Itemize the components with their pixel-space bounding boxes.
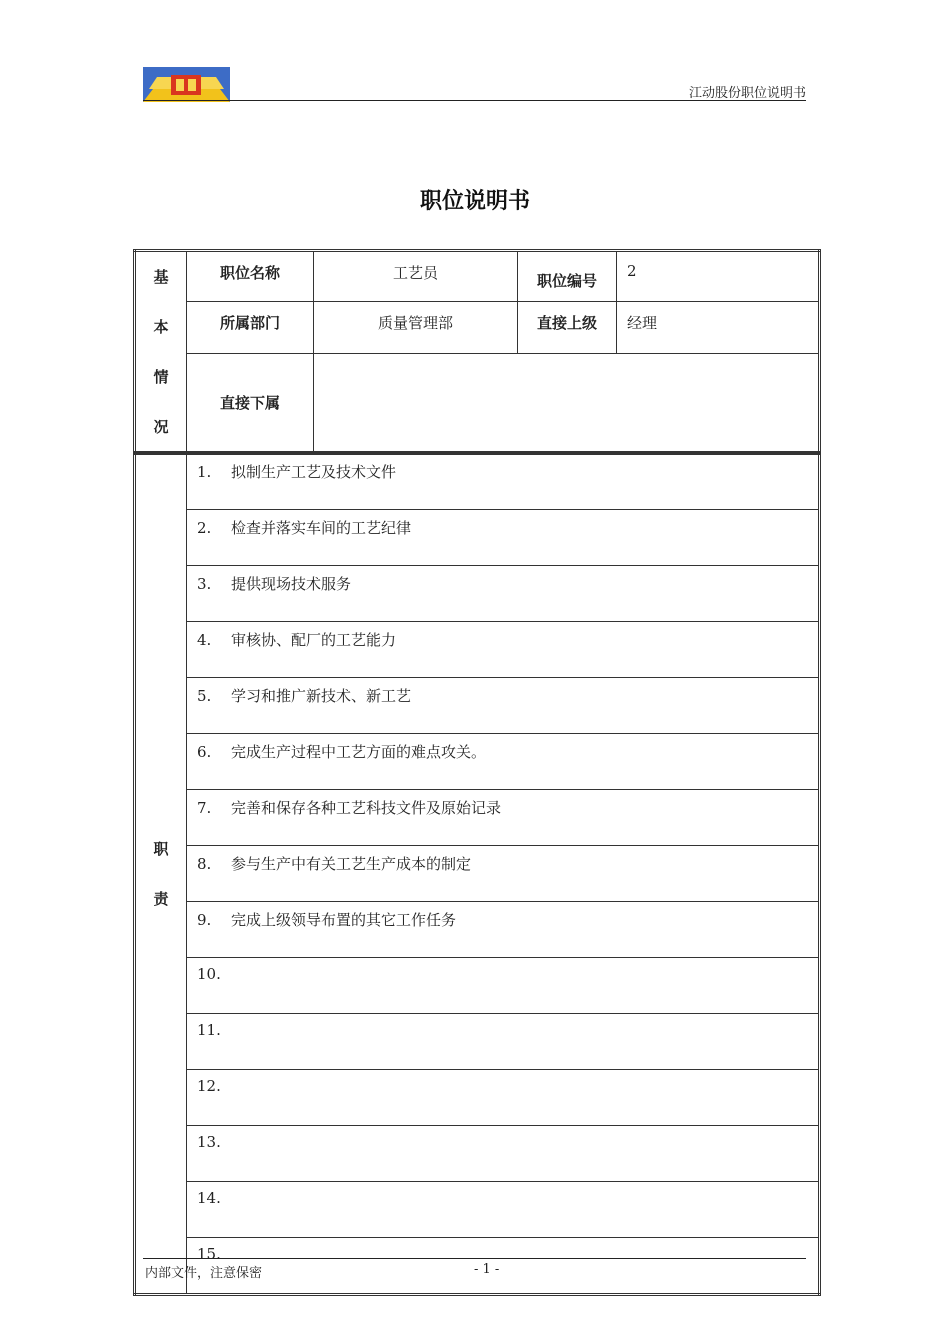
superior-label: 直接上级 [518,301,617,353]
duty-item: 6. 完成生产过程中工艺方面的难点攻关。 [187,734,820,790]
basic-info-section-label: 基 本 情 况 [135,251,187,454]
duty-item: 15. [187,1238,820,1295]
position-code-label: 职位编号 [518,251,617,302]
subordinate-label: 直接下属 [187,353,314,454]
header-document-title: 江动股份职位说明书 [688,86,806,101]
position-name-value: 工艺员 [314,251,518,302]
header-divider [143,100,806,101]
duty-item: 8. 参与生产中有关工艺生产成本的制定 [187,846,820,902]
duty-item: 3. 提供现场技术服务 [187,566,820,622]
page-number: - 1 - [474,1262,500,1277]
subordinate-value [314,353,820,454]
superior-value: 经理 [617,301,820,353]
duties-table [133,451,821,1296]
duty-item: 4. 审核协、配厂的工艺能力 [187,622,820,678]
duty-item: 9. 完成上级领导布置的其它工作任务 [187,902,820,958]
jd-company-logo-icon [143,67,230,102]
duty-item: 11. [187,1014,820,1070]
page-title: 职位说明书 [419,189,530,214]
duty-item: 14. [187,1182,820,1238]
duty-item: 7. 完善和保存各种工艺科技文件及原始记录 [187,790,820,846]
duty-item: 13. [187,1126,820,1182]
duty-item: 10. [187,958,820,1014]
duties-section-label: 职 责 [135,453,187,1295]
duty-item: 2. 检查并落实车间的工艺纪律 [187,510,820,566]
duty-item: 1. 拟制生产工艺及技术文件 [187,453,820,510]
department-label: 所属部门 [187,301,314,353]
duty-item: 5. 学习和推广新技术、新工艺 [187,678,820,734]
footer-confidential-note: 内部文件，注意保密 [145,1266,263,1281]
basic-info-table [133,249,821,455]
position-name-label: 职位名称 [187,251,314,302]
duty-item: 12. [187,1070,820,1126]
department-value: 质量管理部 [314,301,518,353]
position-code-value: 2 [617,251,820,302]
footer-divider [143,1258,806,1259]
